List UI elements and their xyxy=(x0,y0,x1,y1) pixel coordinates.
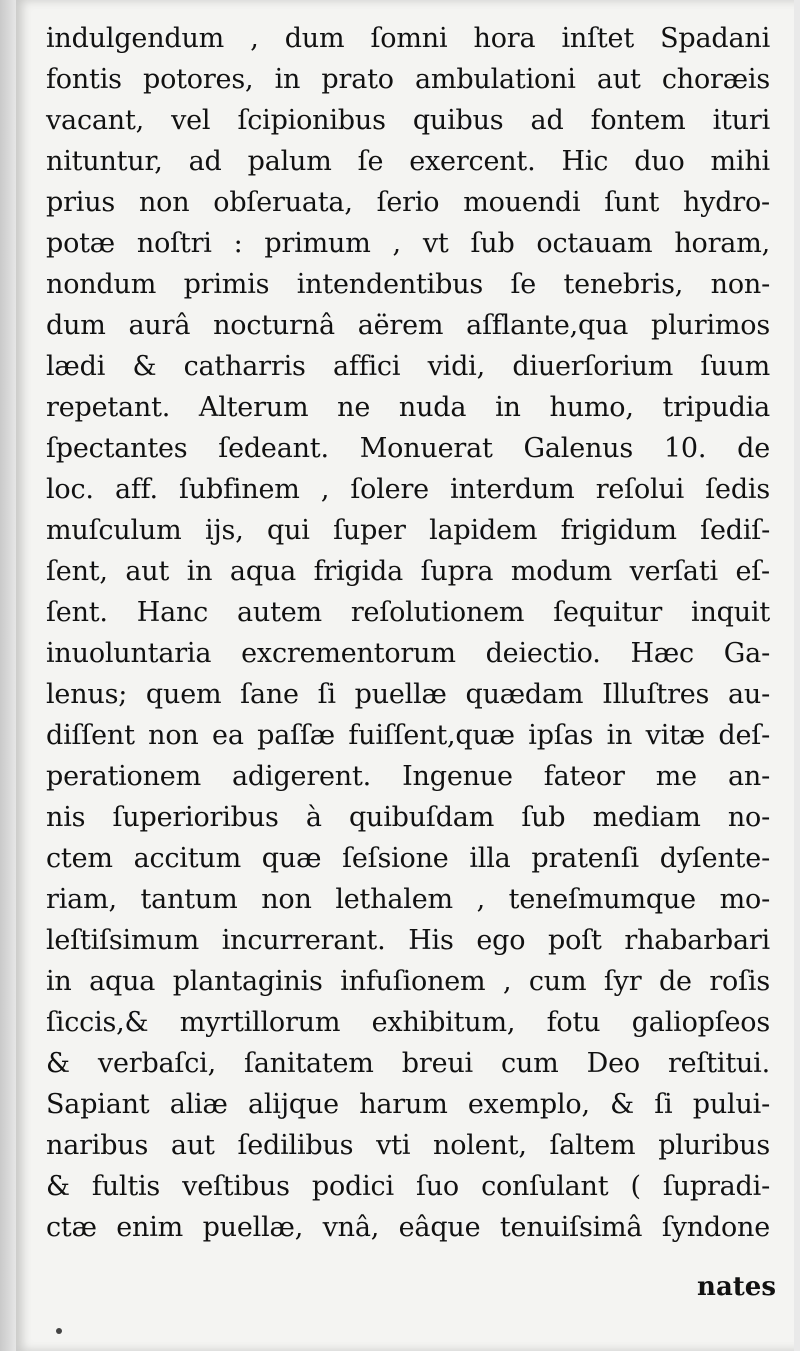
text-line: Sapiant aliæ alijque harum exemplo, & ſi pului- xyxy=(46,1089,770,1120)
text-line: perationem adigerent. Ingenue fateor me an- xyxy=(46,761,770,792)
text-line: vacant, vel ſcipionibus quibus ad fontem ituri xyxy=(46,105,770,136)
text-line: repetant. Alterum ne nuda in humo, tripudia xyxy=(46,392,770,423)
text-line: in aqua plantaginis infuſionem , cum ſyr de roſis xyxy=(46,966,770,997)
text-line: diſſent non ea paſſæ fuiſſent,quæ ipſas in vitæ deſ- xyxy=(46,720,770,751)
catchword: nates xyxy=(697,1272,776,1302)
text-line: ctæ enim puellæ, vnâ, eâque tenuiſsimâ ſyndone xyxy=(46,1212,770,1243)
text-line: loc. aff. ſubfinem , ſolere interdum reſolui ſedis xyxy=(46,474,770,505)
text-line: ſiccis,& myrtillorum exhibitum, fotu galiopſeos xyxy=(46,1007,770,1038)
text-line: leſtiſsimum incurrerant. His ego poſt rhabarbari xyxy=(46,925,770,956)
text-line: nondum primis intendentibus ſe tenebris, non- xyxy=(46,269,770,300)
text-line: potæ noſtri : primum , vt ſub octauam horam, xyxy=(46,228,770,259)
text-line: & fultis veſtibus podici ſuo conſulant ( ſupradi- xyxy=(46,1171,770,1202)
book-gutter xyxy=(0,0,16,1351)
text-line: & verbaſci, ſanitatem breui cum Deo reſtitui. xyxy=(46,1048,770,1079)
text-line: ctem accitum quæ ſeſsione illa pratenſi dyſente- xyxy=(46,843,770,874)
text-line: dum aurâ nocturnâ aërem aſflante,qua plurimos xyxy=(46,310,770,341)
text-line: naribus aut ſedilibus vti nolent, ſaltem pluribus xyxy=(46,1130,770,1161)
text-line: lenus; quem ſane ſi puellæ quædam Illuſtres au- xyxy=(46,679,770,710)
text-line: ſent, aut in aqua frigida ſupra modum verſati eſ- xyxy=(46,556,770,587)
body-text xyxy=(46,18,770,1248)
text-line: nituntur, ad palum ſe exercent. Hic duo mihi xyxy=(46,146,770,177)
text-line: ſpectantes ſedeant. Monuerat Galenus 10. de xyxy=(46,433,770,464)
text-line: indulgendum , dum ſomni hora inſtet Spadani xyxy=(46,23,770,54)
page-edge xyxy=(794,0,800,1351)
text-line: prius non obſeruata, ſerio mouendi ſunt hydro- xyxy=(46,187,770,218)
text-line: riam, tantum non lethalem , teneſmumque mo- xyxy=(46,884,770,915)
text-line: lædi & catharris affici vidi, diuerſorium ſuum xyxy=(46,351,770,382)
text-line: inuoluntaria excrementorum deiectio. Hæc Ga- xyxy=(46,638,770,669)
text-line: muſculum ijs, qui ſuper lapidem frigidum ſediſ- xyxy=(46,515,770,546)
text-line: ſent. Hanc autem reſolutionem ſequitur inquit xyxy=(46,597,770,628)
text-line: fontis potores, in prato ambulationi aut choræis xyxy=(46,64,770,95)
ink-mark xyxy=(56,1328,62,1334)
text-line: nis ſuperioribus à quibuſdam ſub mediam no- xyxy=(46,802,770,833)
